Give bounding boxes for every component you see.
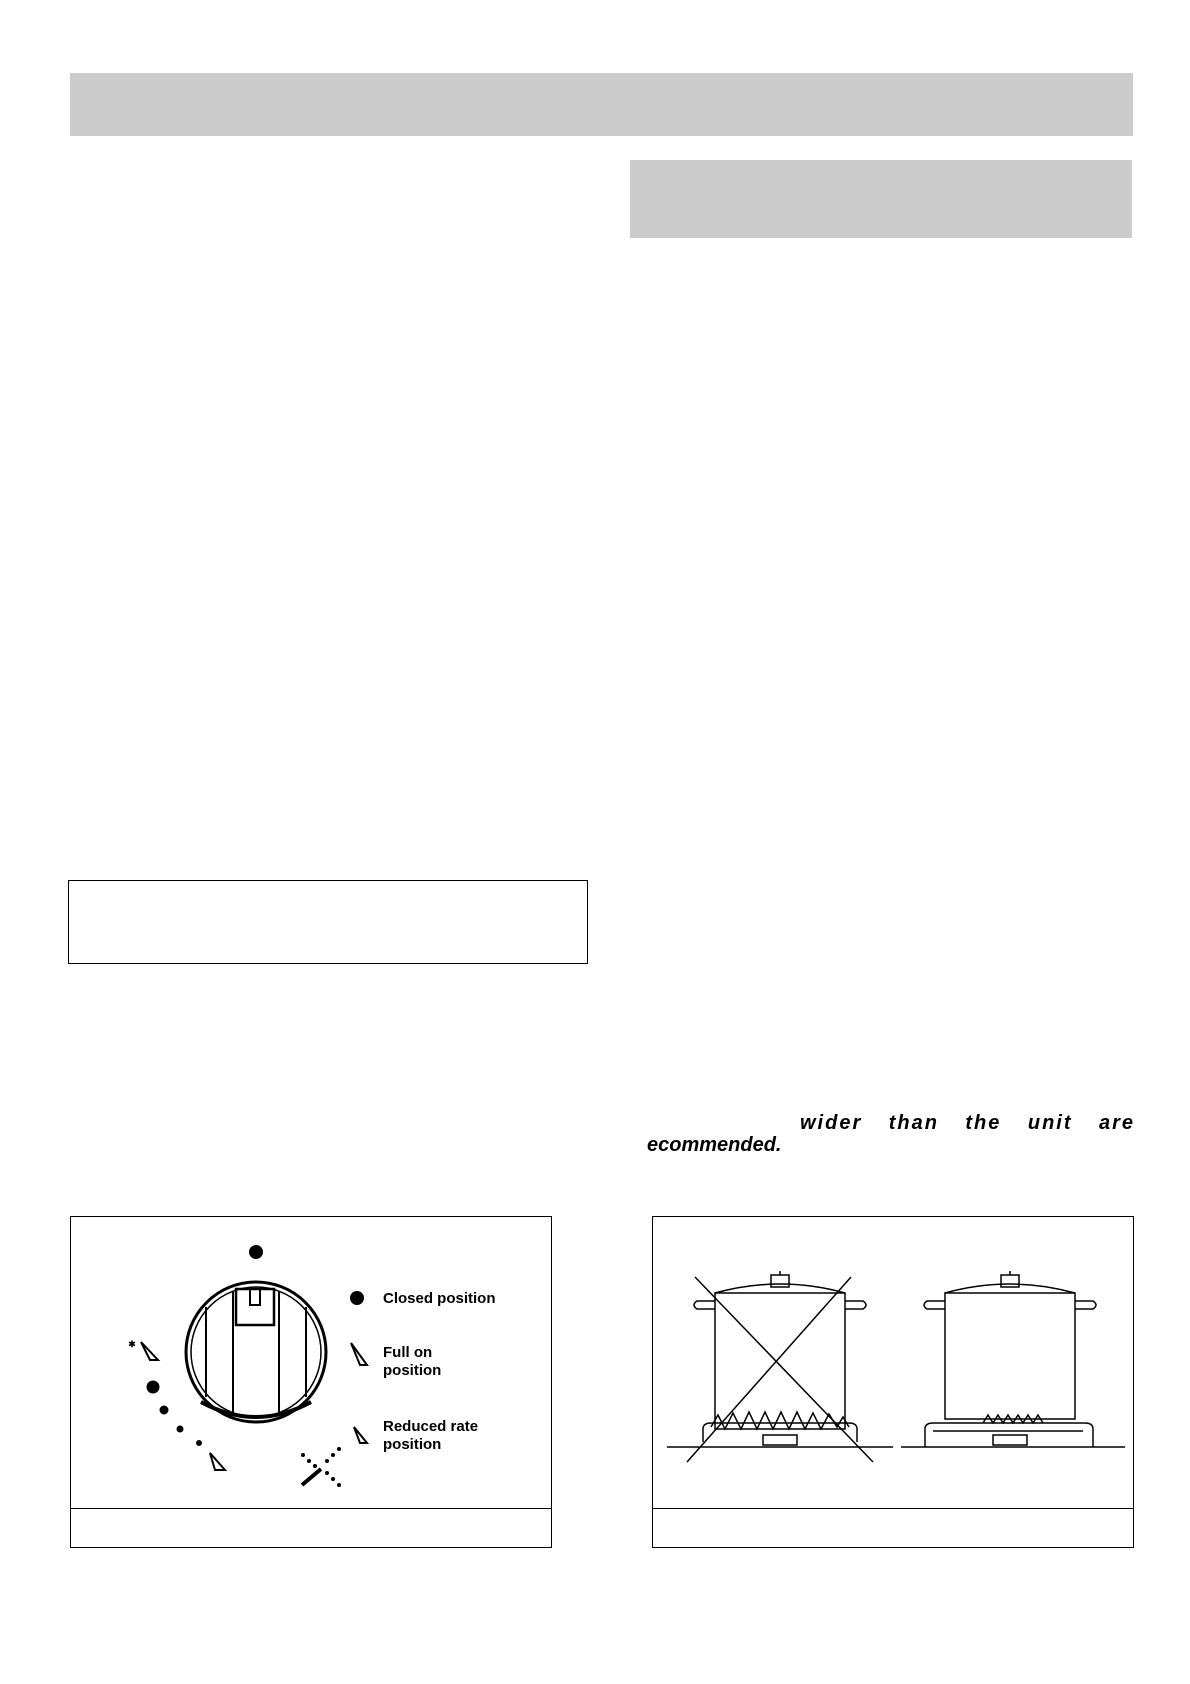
note-box xyxy=(68,880,588,964)
legend-reduced-icon xyxy=(354,1427,367,1443)
legend-closed-icon xyxy=(350,1291,364,1305)
legend-full-on-label-1: Full on xyxy=(383,1344,433,1361)
knob-diagram xyxy=(71,1217,553,1511)
pan-recommendation-text xyxy=(647,1112,1135,1156)
pan-figure xyxy=(652,1216,1134,1548)
legend-closed-label: Closed position xyxy=(383,1290,496,1307)
knob-figure xyxy=(70,1216,552,1548)
wrong-pan-icon xyxy=(667,1271,893,1462)
legend-reduced-label-1: Reduced rate xyxy=(383,1418,479,1435)
pan-diagram xyxy=(653,1217,1135,1511)
recommendation-line-2: ecommended. xyxy=(647,1134,782,1156)
section-heading-bar xyxy=(630,160,1132,238)
legend-full-on-label-2: position xyxy=(383,1362,442,1379)
legend-full-on-icon xyxy=(351,1343,367,1365)
pan-figure-caption xyxy=(653,1508,1133,1547)
knob-icon xyxy=(186,1282,326,1422)
ignition-spark-icon xyxy=(301,1447,341,1487)
correct-pan-icon xyxy=(901,1271,1125,1447)
header-bar xyxy=(70,73,1133,136)
knob-closed-marker xyxy=(249,1245,263,1259)
legend-reduced-label-2: position xyxy=(383,1436,442,1453)
svg-text:*: * xyxy=(129,1339,135,1353)
knob-figure-caption xyxy=(71,1508,551,1547)
recommendation-line-1: wider than the unit are xyxy=(800,1112,1135,1134)
